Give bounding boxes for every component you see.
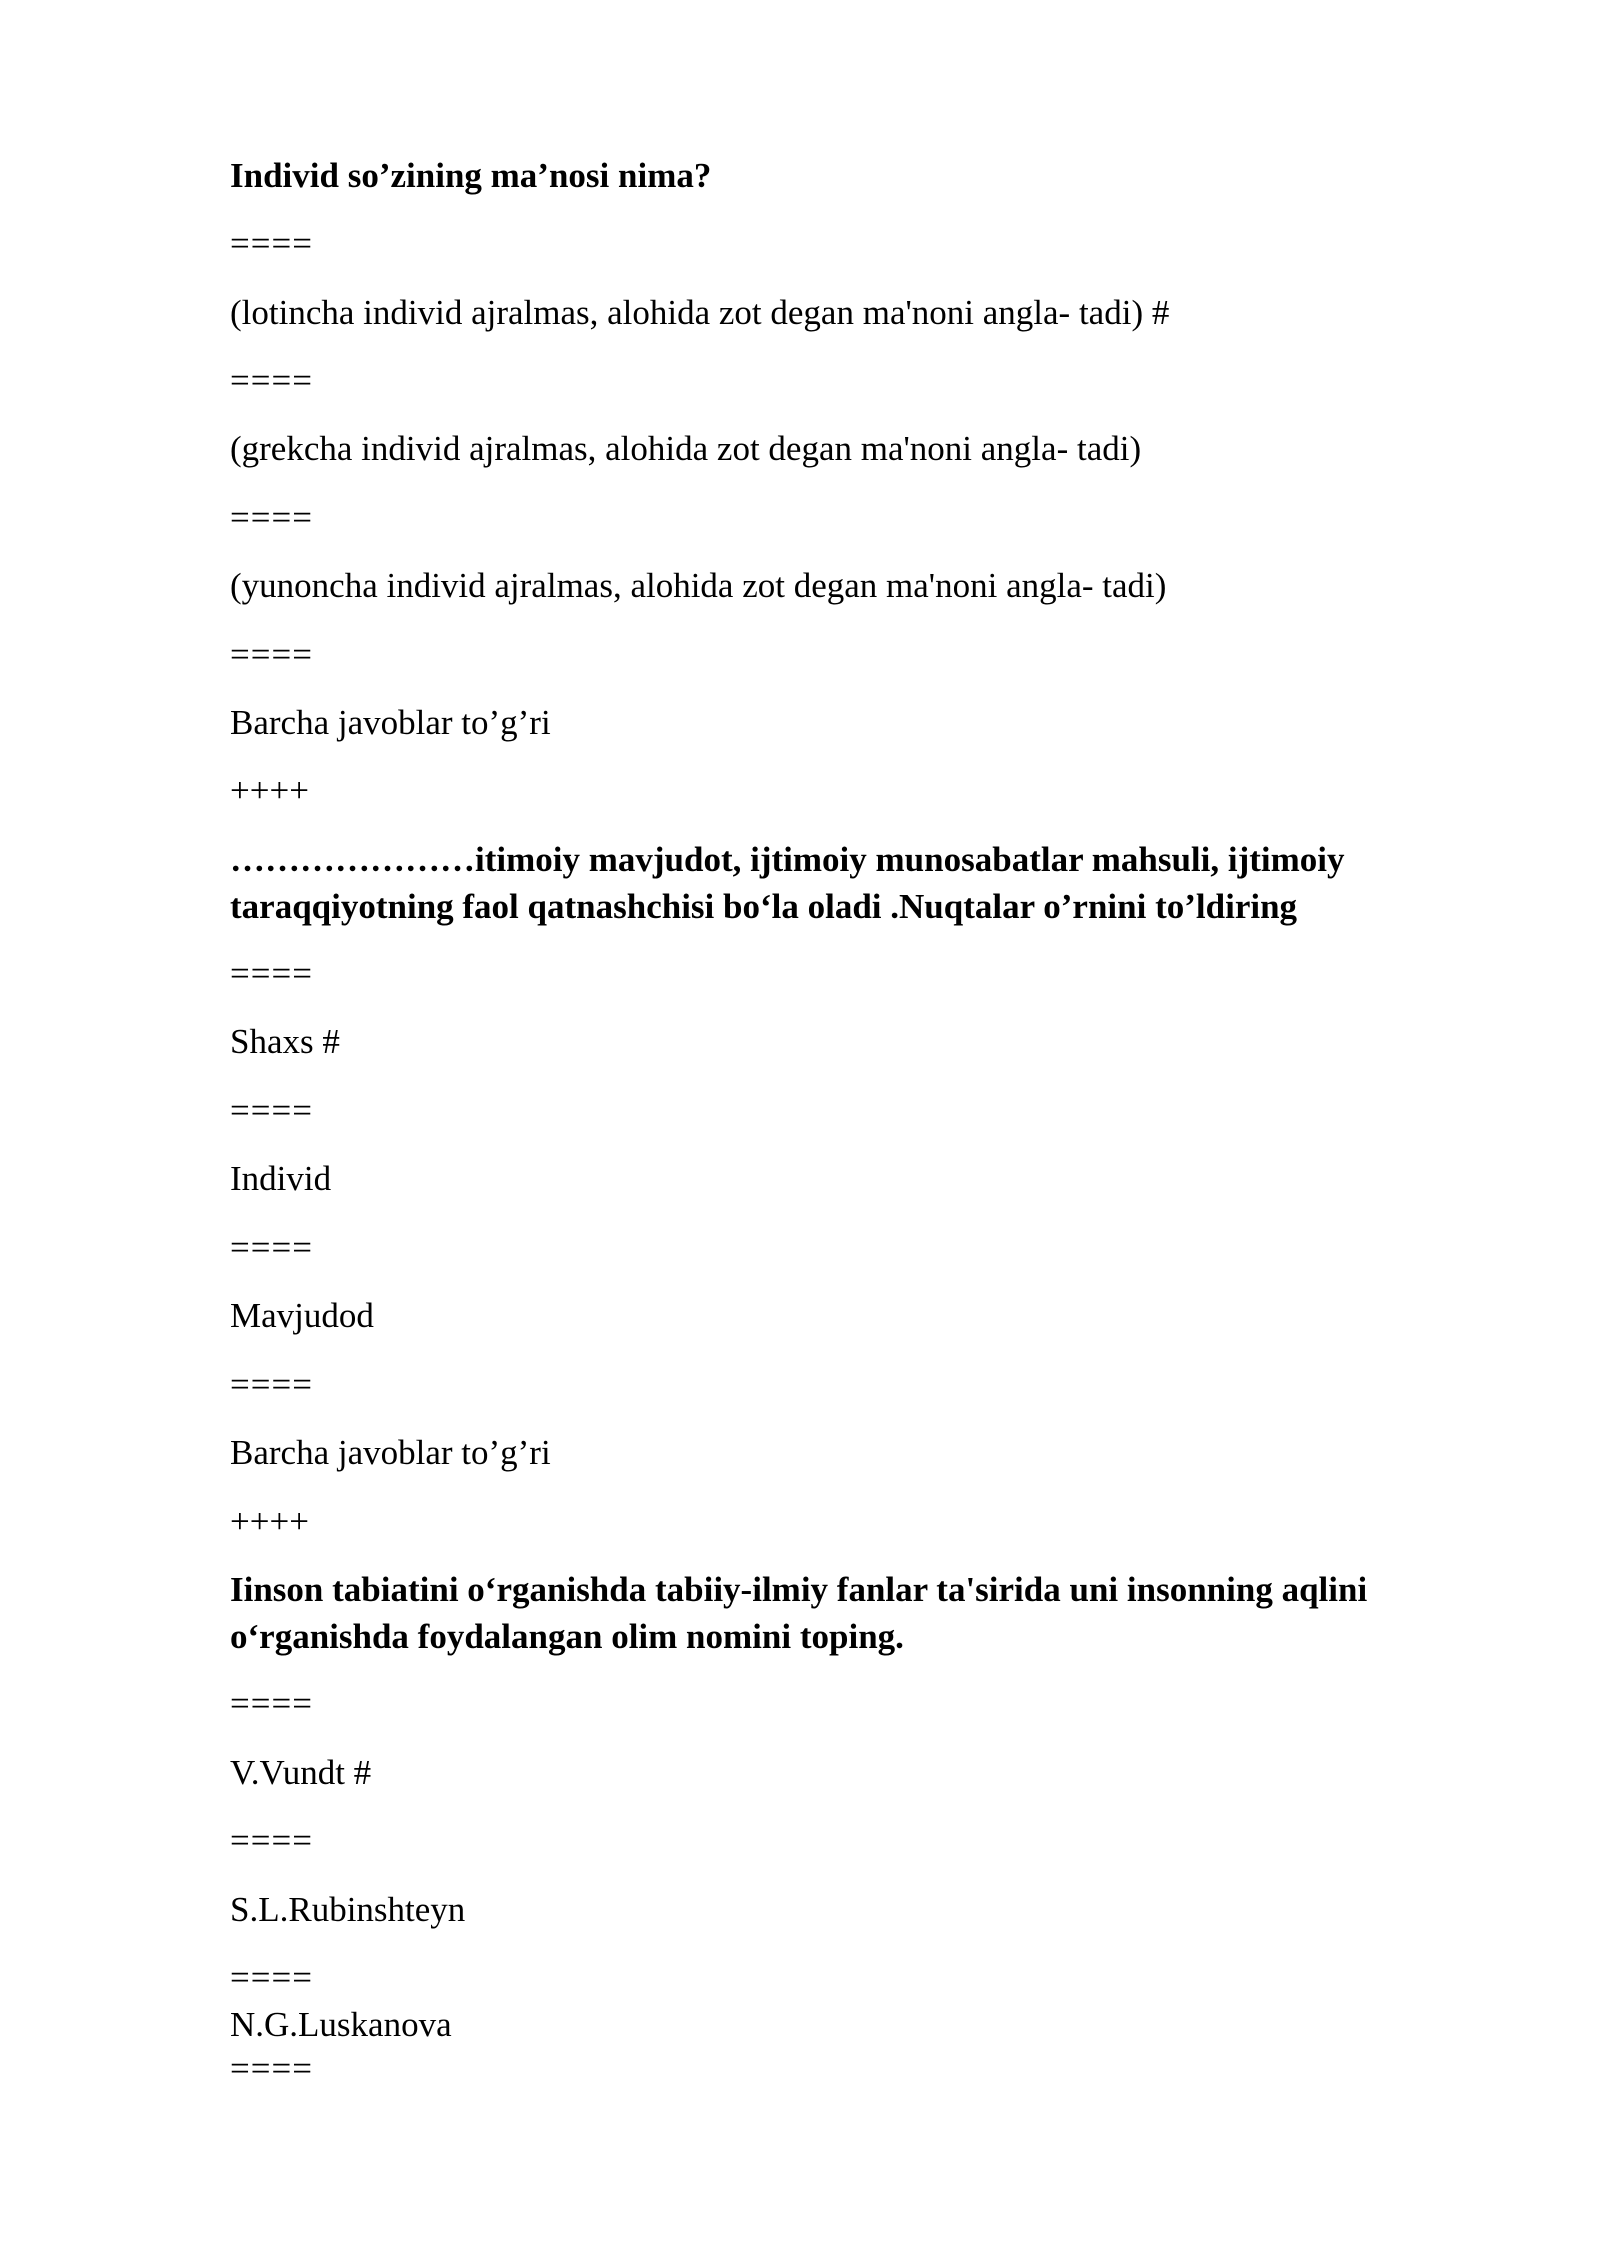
end-marker: ++++ bbox=[230, 771, 309, 810]
question-2-line-1: …………………itimoiy mavjudot, ijtimoiy munosabatlar mahsuli, ijtimoiy bbox=[230, 840, 1345, 879]
end-marker: ++++ bbox=[230, 1502, 309, 1541]
answer-1-2: (grekcha individ ajralmas, alohida zot degan ma'noni angla- tadi) bbox=[230, 429, 1142, 468]
separator: ==== bbox=[230, 1228, 313, 1267]
answer-2-1: Shaxs # bbox=[230, 1022, 340, 1061]
separator: ==== bbox=[230, 954, 313, 993]
answer-3-2: S.L.Rubinshteyn bbox=[230, 1890, 466, 1929]
question-1-text: Individ so’zining ma’nosi nima? bbox=[230, 156, 712, 195]
separator: ==== bbox=[230, 1091, 313, 1130]
separator: ==== bbox=[230, 361, 313, 400]
answer-3-1: V.Vundt # bbox=[230, 1753, 372, 1792]
question-3-line-2: o‘rganishda foydalangan olim nomini toping. bbox=[230, 1617, 904, 1656]
answer-1-3: (yunoncha individ ajralmas, alohida zot degan ma'noni angla- tadi) bbox=[230, 566, 1167, 605]
separator: ==== bbox=[230, 2049, 313, 2088]
separator: ==== bbox=[230, 1958, 313, 1997]
answer-2-2: Individ bbox=[230, 1159, 332, 1198]
answer-2-3: Mavjudod bbox=[230, 1296, 374, 1335]
answer-3-3: N.G.Luskanova bbox=[230, 2005, 452, 2044]
separator: ==== bbox=[230, 1684, 313, 1723]
question-3-line-1: Iinson tabiatini o‘rganishda tabiiy-ilmiy fanlar ta'sirida uni insonning aqlini bbox=[230, 1570, 1368, 1609]
separator: ==== bbox=[230, 498, 313, 537]
separator: ==== bbox=[230, 224, 313, 263]
separator: ==== bbox=[230, 635, 313, 674]
separator: ==== bbox=[230, 1365, 313, 1404]
answer-1-4: Barcha javoblar to’g’ri bbox=[230, 703, 551, 742]
answer-2-4: Barcha javoblar to’g’ri bbox=[230, 1433, 551, 1472]
answer-1-1: (lotincha individ ajralmas, alohida zot degan ma'noni angla- tadi) # bbox=[230, 293, 1170, 332]
separator: ==== bbox=[230, 1821, 313, 1860]
question-2-line-2: taraqqiyotning faol qatnashchisi bo‘la oladi .Nuqtalar o’rnini to’ldiring bbox=[230, 887, 1298, 926]
